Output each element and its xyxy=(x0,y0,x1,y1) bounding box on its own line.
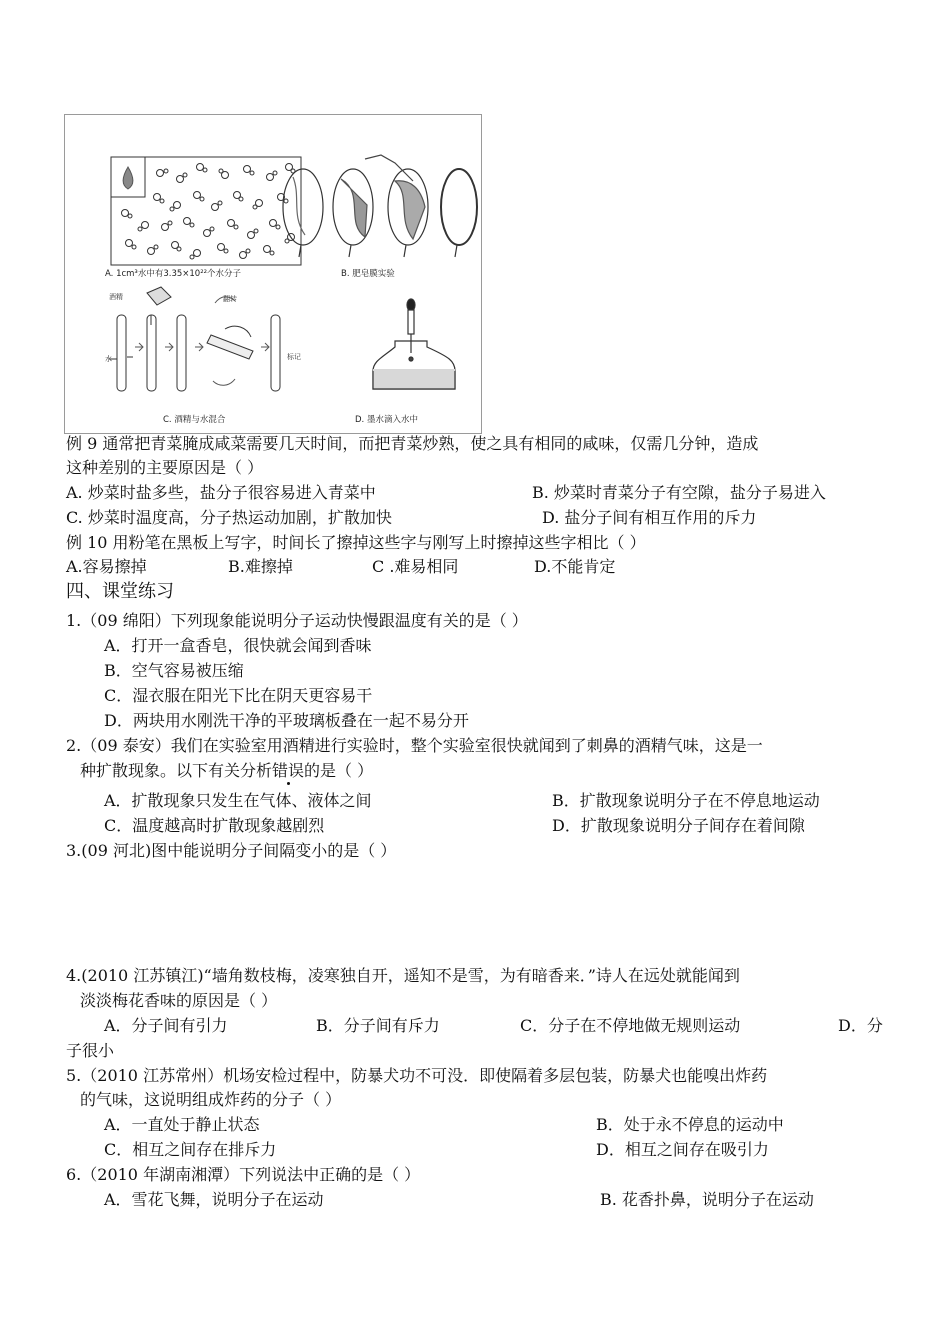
label-mark: 标记 xyxy=(287,353,301,361)
caption-a: A. 1cm³水中有3.35×10²²个水分子 xyxy=(105,269,242,279)
caption-b: B. 肥皂膜实验 xyxy=(341,269,395,279)
practice-1-option-d: D．两块用水刚洗干净的平玻璃板叠在一起不易分开 xyxy=(104,711,469,730)
practice-2-option-d: D．扩散现象说明分子间存在着间隙 xyxy=(552,816,805,835)
practice-2-question-pre: 种扩散现象。以下有关分析 xyxy=(80,761,273,780)
practice-5-option-b: B．处于永不停息的运动中 xyxy=(596,1115,784,1134)
practice-2-question-line1: 2.（09 泰安）我们在实验室用酒精进行实验时，整个实验室很快就闻到了刺鼻的酒精气味，这是一 xyxy=(66,736,763,755)
caption-c: C. 酒精与水混合 xyxy=(163,415,226,425)
example-9-option-d: D. 盐分子间有相互作用的斥力 xyxy=(542,508,757,527)
practice-1-question: 1.（09 绵阳）下列现象能说明分子运动快慢跟温度有关的是（ ） xyxy=(66,611,528,630)
practice-2-option-b: B．扩散现象说明分子在不停息地运动 xyxy=(552,791,820,810)
label-water: 水 xyxy=(105,355,112,363)
practice-2-emphasis-mark: 错误 xyxy=(272,761,305,780)
practice-1-option-c: C．湿衣服在阳光下比在阴天更容易干 xyxy=(104,686,373,705)
example-9-option-b: B. 炒菜时青菜分子有空隙，盐分子易进入 xyxy=(532,483,826,502)
example-10-option-d: D.不能肯定 xyxy=(534,557,616,576)
practice-4-option-d: D．分 xyxy=(838,1016,883,1035)
practice-2-option-a: A．扩散现象只发生在气体、液体之间 xyxy=(104,791,372,810)
example-9-question-line1: 例 9 通常把青菜腌成咸菜需要几天时间，而把青菜炒熟，使之具有相同的咸味，仅需几分钟，造成 xyxy=(66,434,759,453)
practice-2-question-post: 的是（ ） xyxy=(304,761,374,780)
example-10-option-a: A.容易擦掉 xyxy=(66,557,147,576)
example-9-option-a: A. 炒菜时盐多些，盐分子很容易进入青菜中 xyxy=(66,483,376,502)
practice-6-option-a: A．雪花飞舞，说明分子在运动 xyxy=(104,1190,324,1209)
practice-5-question-line1: 5.（2010 江苏常州）机场安检过程中，防暴犬功不可没．即使隔着多层包装，防暴犬也能嗅出炸药 xyxy=(66,1066,768,1085)
practice-4-option-c: C．分子在不停地做无规则运动 xyxy=(520,1016,741,1035)
caption-d: D. 墨水滴入水中 xyxy=(355,415,418,425)
example-10-option-c: C .难易相同 xyxy=(372,557,459,576)
practice-1-option-a: A．打开一盒香皂，很快就会闻到香味 xyxy=(104,636,372,655)
practice-3-question: 3.(09 河北)图中能说明分子间隔变小的是（ ） xyxy=(66,841,397,860)
practice-4-option-a: A．分子间有引力 xyxy=(104,1016,228,1035)
soap-film-diagram xyxy=(283,155,477,257)
label-invert: 翻转 xyxy=(223,295,237,303)
practice-4-question-line1: 4.(2010 江苏镇江)“墙角数枝梅，凌寒独自开，遥知不是雪，为有暗香来．”诗人在远处就能闻到 xyxy=(66,966,740,985)
water-molecules-diagram xyxy=(111,157,301,265)
practice-1-option-b: B．空气容易被压缩 xyxy=(104,661,244,680)
example-10-option-b: B.难擦掉 xyxy=(228,557,293,576)
practice-2-question-line2 xyxy=(80,760,373,782)
practice-5-option-d: D．相互之间存在吸引力 xyxy=(596,1140,769,1159)
example-10-question: 例 10 用粉笔在黑板上写字，时间长了擦掉这些字与刚写上时擦掉这些字相比（ ） xyxy=(66,533,646,552)
section-title: 四、课堂练习 xyxy=(66,581,174,602)
label-alcohol: 酒精 xyxy=(109,293,123,301)
practice-4-question-line2: 淡淡梅花香味的原因是（ ） xyxy=(80,991,278,1010)
practice-4-option-d-continued: 子很小 xyxy=(66,1041,115,1060)
alcohol-water-diagram xyxy=(105,287,301,391)
practice-6-option-b: B. 花香扑鼻，说明分子在运动 xyxy=(600,1190,814,1209)
practice-5-question-line2: 的气味，这说明组成炸药的分子（ ） xyxy=(80,1090,342,1109)
practice-2-option-c: C．温度越高时扩散现象越剧烈 xyxy=(104,816,325,835)
practice-5-option-c: C．相互之间存在排斥力 xyxy=(104,1140,277,1159)
example-9-option-c: C. 炒菜时温度高，分子热运动加剧，扩散加快 xyxy=(66,508,392,527)
practice-6-question: 6.（2010 年湖南湘潭）下列说法中正确的是（ ） xyxy=(66,1165,421,1184)
experiment-figure xyxy=(64,114,482,434)
ink-drop-diagram xyxy=(373,299,455,389)
example-9-question-line2: 这种差别的主要原因是（ ） xyxy=(66,458,264,477)
practice-4-option-b: B．分子间有斥力 xyxy=(316,1016,440,1035)
practice-5-option-a: A．一直处于静止状态 xyxy=(104,1115,260,1134)
